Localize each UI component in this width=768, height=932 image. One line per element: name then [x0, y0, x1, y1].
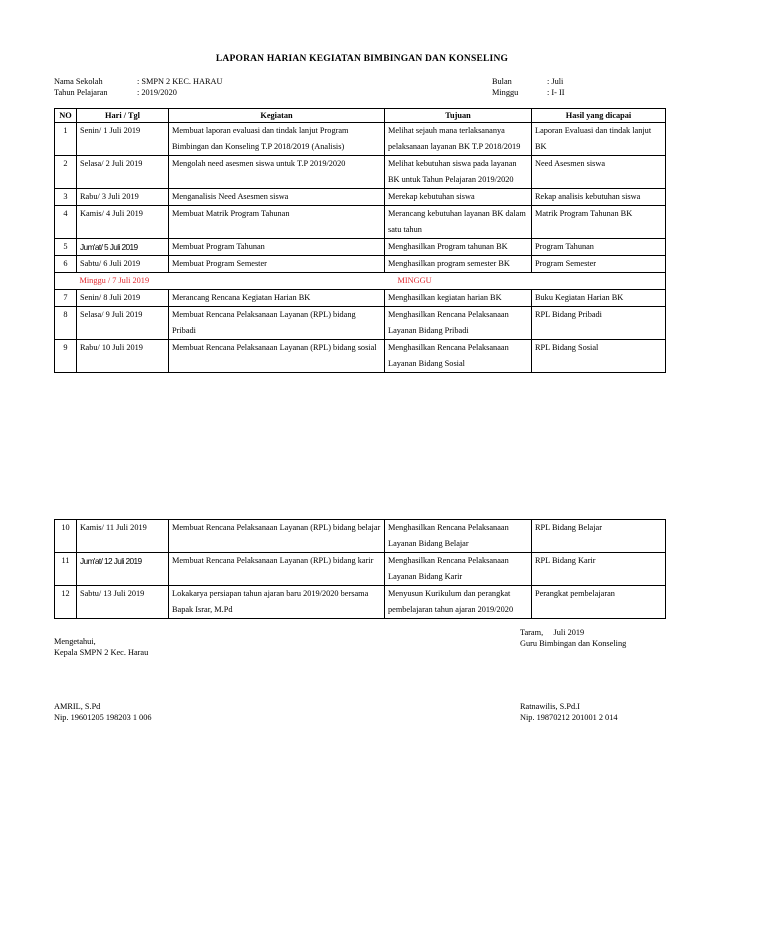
- row-day-date: Selasa/ 2 Juli 2019: [77, 156, 169, 189]
- school-name-row: [54, 76, 223, 87]
- row-objective: Menghasilkan Rencana Pelaksanaan Layanan Bidang Karir: [385, 553, 532, 586]
- place-date: Taram, Juli 2019: [520, 628, 585, 637]
- principal-name: AMRIL, S.Pd: [54, 702, 101, 711]
- table-row: [55, 156, 666, 189]
- row-day-date: Rabu/ 10 Juli 2019: [77, 340, 169, 373]
- table-row: [55, 123, 666, 156]
- row-number: 1: [55, 123, 77, 156]
- row-number: 5: [55, 239, 77, 256]
- row-activity: Membuat Rencana Pelaksanaan Layanan (RPL) bidang Pribadi: [169, 307, 385, 340]
- row-number: 2: [55, 156, 77, 189]
- row-result: [532, 273, 666, 290]
- row-result: Laporan Evaluasi dan tindak lanjut BK: [532, 123, 666, 156]
- row-activity: Menganalisis Need Asesmen siswa: [169, 189, 385, 206]
- row-day-date: Rabu/ 3 Juli 2019: [77, 189, 169, 206]
- header-no: NO: [55, 109, 77, 123]
- row-activity: Mengolah need asesmen siswa untuk T.P 2019/2020: [169, 156, 385, 189]
- row-day-date: Minggu / 7 Juli 2019: [77, 273, 169, 290]
- week-value: : I- II: [547, 88, 565, 97]
- row-activity: Membuat Rencana Pelaksanaan Layanan (RPL) bidang karir: [169, 553, 385, 586]
- week-label: Minggu: [492, 88, 519, 97]
- row-result: RPL Bidang Karir: [532, 553, 666, 586]
- row-day-date: Senin/ 8 Juli 2019: [77, 290, 169, 307]
- counselor-nip: Nip. 19870212 201001 2 014: [520, 713, 618, 722]
- activity-table-continued: [54, 519, 666, 619]
- table-row: [55, 256, 666, 273]
- row-activity: Lokakarya persiapan tahun ajaran baru 2019/2020 bersama Bapak Israr, M.Pd: [169, 586, 385, 619]
- row-day-date: Senin/ 1 Juli 2019: [77, 123, 169, 156]
- month-row: [492, 76, 565, 87]
- principal-signature: [54, 701, 152, 723]
- school-year-row: [54, 87, 223, 98]
- row-day-date: Jum'at/ 12 Juli 2019: [77, 553, 169, 586]
- school-name-value: : SMPN 2 KEC. HARAU: [137, 77, 223, 86]
- row-number: 3: [55, 189, 77, 206]
- row-day-date: Kamis/ 11 Juli 2019: [77, 520, 169, 553]
- counselor-signature: [520, 701, 618, 723]
- table-row: [55, 206, 666, 239]
- table-row: [55, 553, 666, 586]
- row-objective: Menghasilkan Program tahunan BK: [385, 239, 532, 256]
- row-objective: Menghasilkan Rencana Pelaksanaan Layanan Bidang Sosial: [385, 340, 532, 373]
- row-activity: Membuat laporan evaluasi dan tindak lanjut Program Bimbingan dan Konseling T.P 2018/2019 (Analisis): [169, 123, 385, 156]
- table-row: [55, 189, 666, 206]
- row-objective: Melihat kebutuhan siswa pada layanan BK untuk Tahun Pelajaran 2019/2020: [385, 156, 532, 189]
- principal-title: Kepala SMPN 2 Kec. Harau: [54, 648, 149, 657]
- row-result: Program Semester: [532, 256, 666, 273]
- row-day-date: Jum'at/ 5 Juli 2019: [77, 239, 169, 256]
- row-objective: Menyusun Kurikulum dan perangkat pembelajaran tahun ajaran 2019/2020: [385, 586, 532, 619]
- row-number: 9: [55, 340, 77, 373]
- header-objective: Tujuan: [385, 109, 532, 123]
- row-result: Matrik Program Tahunan BK: [532, 206, 666, 239]
- table-row: [55, 273, 666, 290]
- table-row: [55, 586, 666, 619]
- principal-nip: Nip. 19601205 198203 1 006: [54, 713, 152, 722]
- row-activity: [169, 273, 385, 290]
- row-result: RPL Bidang Pribadi: [532, 307, 666, 340]
- month-label: Bulan: [492, 77, 512, 86]
- table-header-row: [55, 109, 666, 123]
- week-row: [492, 87, 565, 98]
- counselor-block: [520, 627, 626, 649]
- school-name-label: Nama Sekolah: [54, 77, 103, 86]
- row-number: 12: [55, 586, 77, 619]
- period-info: [492, 76, 565, 98]
- header-day-date: Hari / Tgl: [77, 109, 169, 123]
- row-number: [55, 273, 77, 290]
- row-activity: Membuat Program Semester: [169, 256, 385, 273]
- row-day-date: Sabtu/ 13 Juli 2019: [77, 586, 169, 619]
- row-activity: Merancang Rencana Kegiatan Harian BK: [169, 290, 385, 307]
- row-objective: Menghasilkan Rencana Pelaksanaan Layanan Bidang Pribadi: [385, 307, 532, 340]
- row-number: 6: [55, 256, 77, 273]
- row-activity: Membuat Matrik Program Tahunan: [169, 206, 385, 239]
- row-result: RPL Bidang Belajar: [532, 520, 666, 553]
- row-number: 4: [55, 206, 77, 239]
- activity-table: [54, 108, 666, 373]
- school-year-label: Tahun Pelajaran: [54, 88, 108, 97]
- table-row: [55, 520, 666, 553]
- row-activity: Membuat Rencana Pelaksanaan Layanan (RPL) bidang belajar: [169, 520, 385, 553]
- header-activity: Kegiatan: [169, 109, 385, 123]
- report-title: LAPORAN HARIAN KEGIATAN BIMBINGAN DAN KONSELING: [215, 54, 509, 64]
- counselor-name: Ratnawilis, S.Pd.I: [520, 702, 580, 711]
- row-objective: Merancang kebutuhan layanan BK dalam satu tahun: [385, 206, 532, 239]
- school-year-value: : 2019/2020: [137, 88, 177, 97]
- row-objective: MINGGU: [385, 273, 532, 290]
- acknowledgement-block: [54, 636, 148, 658]
- row-result: Program Tahunan: [532, 239, 666, 256]
- table-row: [55, 307, 666, 340]
- row-activity: Membuat Program Tahunan: [169, 239, 385, 256]
- month-value: : Juli: [547, 77, 564, 86]
- acknowledged-label: Mengetahui,: [54, 637, 96, 646]
- row-objective: Menghasilkan kegiatan harian BK: [385, 290, 532, 307]
- row-objective: Menghasilkan program semester BK: [385, 256, 532, 273]
- row-number: 11: [55, 553, 77, 586]
- row-result: Need Asesmen siswa: [532, 156, 666, 189]
- counselor-title: Guru Bimbingan dan Konseling: [520, 639, 627, 648]
- row-day-date: Kamis/ 4 Juli 2019: [77, 206, 169, 239]
- row-day-date: Sabtu/ 6 Juli 2019: [77, 256, 169, 273]
- row-day-date: Selasa/ 9 Juli 2019: [77, 307, 169, 340]
- table-row: [55, 340, 666, 373]
- table-row: [55, 239, 666, 256]
- row-result: Buku Kegiatan Harian BK: [532, 290, 666, 307]
- table-row: [55, 290, 666, 307]
- row-result: Perangkat pembelajaran: [532, 586, 666, 619]
- row-number: 10: [55, 520, 77, 553]
- row-result: Rekap analisis kebutuhan siswa: [532, 189, 666, 206]
- row-objective: Melihat sejauh mana terlaksananya pelaksanaan layanan BK T.P 2018/2019: [385, 123, 532, 156]
- school-info: [54, 76, 223, 98]
- row-activity: Membuat Rencana Pelaksanaan Layanan (RPL) bidang sosial: [169, 340, 385, 373]
- row-result: RPL Bidang Sosial: [532, 340, 666, 373]
- row-number: 7: [55, 290, 77, 307]
- row-objective: Merekap kebutuhan siswa: [385, 189, 532, 206]
- row-objective: Menghasilkan Rencana Pelaksanaan Layanan Bidang Belajar: [385, 520, 532, 553]
- header-result: Hasil yang dicapai: [532, 109, 666, 123]
- row-number: 8: [55, 307, 77, 340]
